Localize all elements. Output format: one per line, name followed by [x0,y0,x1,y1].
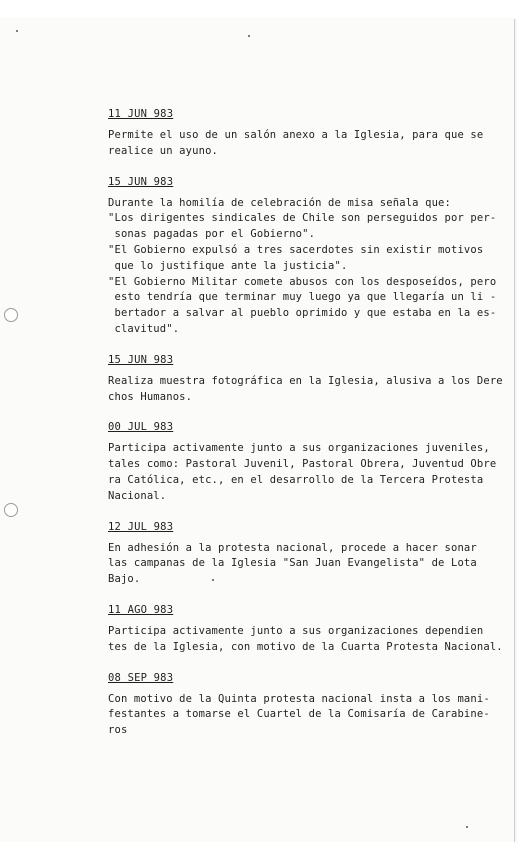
entry-text-line: Con motivo de la Quinta protesta nacional insta a los mani- [108,692,490,705]
entry-text-line: Permite el uso de un salón anexo a la Iglesia, para que se [108,129,484,141]
entry-text-line: Participa activamente junto a sus organizaciones juveniles, [108,442,490,455]
entry-text-line: sonas pagadas por el Gobierno". [108,228,316,241]
entry-text-line: chos Humanos. [108,390,193,403]
entry-text-line: En adhesión a la protesta nacional, procede a hacer sonar [108,541,477,554]
entry-date: 11 JUN 983 [108,108,174,120]
chronology-list [108,106,508,753]
chronology-entry [108,602,508,656]
punch-hole-upper [4,308,18,322]
entry-text-line: esto tendría que terminar muy luego ya que llegaría un li - [108,291,497,304]
entry-text-line: tes de la Iglesia, con motivo de la Cuarta Protesta Nacional. [108,640,503,653]
entry-text-line: ros [108,724,128,737]
entry-text-line: realice un ayuno. [108,144,219,157]
chronology-entry [108,519,508,588]
entry-text-line: que lo justifique ante la justicia". [108,259,348,272]
entry-text-line: "El Gobierno Militar comete abusos con los desposeídos, pero [108,275,497,288]
speck [16,30,18,32]
entry-text-line: "Los dirigentes sindicales de Chile son perseguidos por per- [108,212,497,225]
entry-text-line: las campanas de la Iglesia "San Juan Evangelista" de Lota [108,557,477,570]
entry-text-line: festantes a tomarse el Cuartel de la Comisaría de Carabine- [108,708,490,721]
entry-date: 00 JUL 983 [108,421,174,434]
chronology-entry [108,174,508,338]
entry-text-line: Durante la homilía de celebración de misa señala que: [108,196,451,209]
entry-text-line: Realiza muestra fotográfica en la Iglesia, alusiva a los Dere [108,374,503,387]
entry-date: 11 AGO 983 [108,603,174,616]
entry-text-line: tales como: Pastoral Juvenil, Pastoral Obrera, Juventud Obre [108,458,497,471]
entry-text-line: Nacional. [108,489,167,502]
entry-text-line: clavitud". [108,322,180,335]
chronology-entry [108,106,508,160]
entry-text-line: "El Gobierno expulsó a tres sacerdotes sin existir motivos [108,243,484,256]
chronology-entry [108,419,508,504]
entry-date: 15 JUN 983 [108,175,174,188]
entry-text-line: Bajo. [108,573,141,586]
chronology-entry [108,670,508,739]
entry-text-line: Participa activamente junto a sus organizaciones dependien [108,624,484,637]
speck [466,826,468,828]
entry-date: 08 SEP 983 [108,671,174,684]
chronology-entry [108,352,508,406]
entry-date: 15 JUN 983 [108,353,174,366]
speck [248,35,250,37]
entry-text-line: ra Católica, etc., en el desarrollo de la Tercera Protesta [108,473,484,486]
entry-date: 12 JUL 983 [108,520,174,533]
entry-text-line: bertador a salvar al pueblo oprimido y que estaba en la es- [108,307,497,320]
punch-hole-lower [4,503,18,517]
